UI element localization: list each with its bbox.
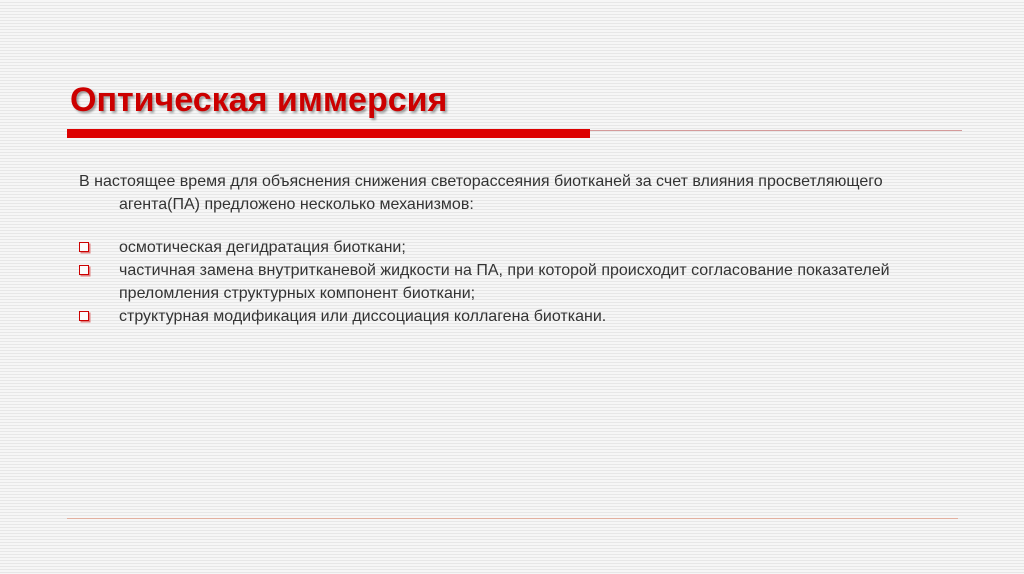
title-underline-rule	[590, 130, 962, 131]
checkbox-icon	[79, 265, 89, 275]
list-item-text: осмотическая дегидратация биоткани;	[119, 239, 406, 256]
slide-body	[79, 170, 959, 328]
list-item	[79, 259, 959, 305]
bullet-list	[79, 236, 959, 328]
checkbox-icon	[79, 311, 89, 321]
slide-title: Оптическая иммерсия	[70, 81, 448, 119]
footer-divider	[67, 518, 958, 519]
intro-paragraph: В настоящее время для объяснения снижения светорассеяния биотканей за счет влияния просветляющего агента(ПА) предложено несколько механизмов:	[79, 173, 883, 213]
checkbox-icon	[79, 242, 89, 252]
list-item	[79, 305, 959, 328]
list-item-text: структурная модификация или диссоциация коллагена биоткани.	[119, 308, 607, 325]
title-underline-bar	[67, 129, 590, 138]
list-item-text: частичная замена внутритканевой жидкости на ПА, при которой происходит согласование показателей преломления структурных компонент биоткани;	[119, 262, 890, 302]
list-item	[79, 236, 959, 259]
